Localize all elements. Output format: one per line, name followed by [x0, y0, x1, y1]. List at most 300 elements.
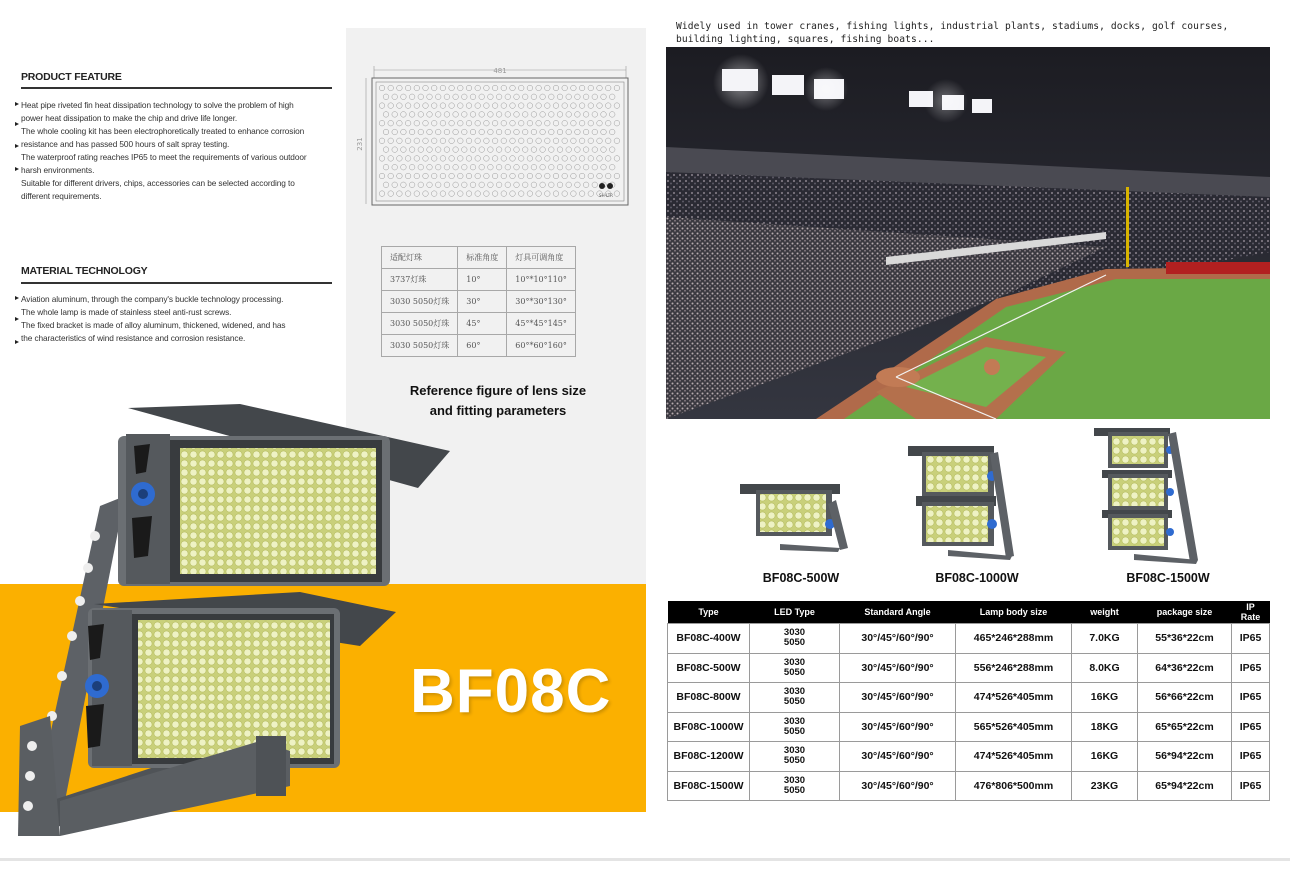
- lens-dot: [496, 129, 502, 135]
- spec-cell-type: BF08C-1200W: [668, 742, 750, 772]
- lens-dot: [527, 103, 533, 109]
- lens-dot: [397, 120, 403, 126]
- lens-dot: [458, 138, 464, 144]
- lens-dot: [597, 138, 603, 144]
- lens-dot: [475, 173, 481, 179]
- lens-dot: [388, 103, 394, 109]
- lens-dot: [553, 156, 559, 162]
- lens-table-cell: 3030 5050灯珠: [382, 291, 458, 313]
- lens-dot: [510, 173, 516, 179]
- lens-dot: [510, 120, 516, 126]
- lens-dot: [579, 103, 585, 109]
- lens-dot: [484, 138, 490, 144]
- lens-dot: [488, 147, 494, 153]
- lens-dot: [479, 112, 485, 118]
- lens-dot: [536, 173, 542, 179]
- lens-dot: [431, 120, 437, 126]
- connector-mark: [607, 183, 613, 189]
- lens-dot: [583, 182, 589, 188]
- lens-dot: [462, 147, 468, 153]
- lens-dot: [496, 94, 502, 100]
- lens-dot: [409, 94, 415, 100]
- lens-dot: [536, 191, 542, 197]
- lens-dot: [405, 103, 411, 109]
- lens-dot: [444, 182, 450, 188]
- lens-dot: [470, 164, 476, 170]
- lens-dot: [458, 156, 464, 162]
- lens-dot: [444, 147, 450, 153]
- lens-dot: [601, 112, 607, 118]
- lens-dot: [492, 191, 498, 197]
- lens-dot: [414, 103, 420, 109]
- lens-dot: [501, 103, 507, 109]
- spec-cell-ip: IP65: [1232, 683, 1270, 713]
- spec-cell-weight: 23KG: [1072, 771, 1138, 801]
- lens-dot: [571, 120, 577, 126]
- lens-dot: [470, 94, 476, 100]
- lens-dot: [440, 103, 446, 109]
- lens-dot: [501, 138, 507, 144]
- lens-dot: [435, 164, 441, 170]
- lens-dot: [601, 164, 607, 170]
- lens-dot: [405, 173, 411, 179]
- lens-dot: [553, 120, 559, 126]
- lens-dot: [566, 164, 572, 170]
- feature-line: harsh environments.: [21, 165, 95, 175]
- lens-dot: [409, 147, 415, 153]
- lens-table-cell: 3030 5050灯珠: [382, 313, 458, 335]
- lens-dot: [518, 120, 524, 126]
- intro-line: building lighting, squares, fishing boats...: [676, 34, 935, 45]
- spec-cell-led: [750, 683, 840, 713]
- lens-dot: [383, 112, 389, 118]
- led-type-a: 3030: [783, 627, 806, 639]
- spec-table-row: [668, 771, 1270, 801]
- lens-dot: [397, 173, 403, 179]
- lens-dot: [431, 191, 437, 197]
- lens-dot: [562, 173, 568, 179]
- lens-dot: [571, 138, 577, 144]
- lens-dot: [522, 129, 528, 135]
- spec-cell-ip: IP65: [1232, 771, 1270, 801]
- lens-dot: [379, 85, 385, 91]
- lens-dot: [592, 129, 598, 135]
- lens-dot: [562, 85, 568, 91]
- product-feature-rule: [21, 87, 332, 89]
- lens-table-cell: 3030 5050灯珠: [382, 335, 458, 357]
- lens-dot: [549, 94, 555, 100]
- spec-cell-angle: 30°/45°/60°/90°: [840, 712, 956, 742]
- lens-dot: [440, 85, 446, 91]
- spec-cell-ip: IP65: [1232, 624, 1270, 654]
- lens-dot: [435, 147, 441, 153]
- lens-dot: [462, 129, 468, 135]
- lens-dot: [518, 191, 524, 197]
- lens-dot: [397, 191, 403, 197]
- lens-dot: [518, 103, 524, 109]
- lens-dot: [501, 173, 507, 179]
- lens-dot: [557, 94, 563, 100]
- lens-dot: [553, 85, 559, 91]
- lens-dot: [427, 112, 433, 118]
- lens-dot: [527, 173, 533, 179]
- lens-dot: [427, 94, 433, 100]
- lens-dot: [388, 191, 394, 197]
- lens-dot: [575, 129, 581, 135]
- lens-dot: [470, 147, 476, 153]
- lens-dot: [484, 191, 490, 197]
- bullet-icon: [15, 317, 19, 321]
- lens-dot: [379, 191, 385, 197]
- spec-cell-package: 55*36*22cm: [1138, 624, 1232, 654]
- lens-dot: [444, 94, 450, 100]
- bullet-icon: [15, 340, 19, 344]
- lens-dot: [496, 164, 502, 170]
- lens-dot: [579, 85, 585, 91]
- led-type-b: 5050: [783, 666, 806, 678]
- spec-cell-size: 565*526*405mm: [956, 712, 1072, 742]
- material-line: the characteristics of wind resistance and corrosion resistance.: [21, 333, 246, 343]
- lens-dot: [505, 112, 511, 118]
- bullet-icon: [15, 144, 19, 148]
- feature-line: power heat dissipation to make the chip and drive life longer.: [21, 113, 238, 123]
- lens-dot: [597, 156, 603, 162]
- spec-table-row: [668, 624, 1270, 654]
- led-type-b: 5050: [783, 784, 806, 796]
- reference-caption-line: Reference figure of lens size: [409, 383, 587, 398]
- lens-dot: [466, 156, 472, 162]
- bullet-icon: [15, 167, 19, 171]
- feature-line: Suitable for different drivers, chips, accessories can be selected according to: [21, 178, 295, 188]
- lens-dot: [597, 120, 603, 126]
- feature-line: resistance and has passed 500 hours of salt spray testing.: [21, 139, 230, 149]
- spec-table-row: [668, 653, 1270, 683]
- lens-dot: [579, 156, 585, 162]
- lens-dot: [405, 138, 411, 144]
- lens-dot: [518, 156, 524, 162]
- lens-dot: [383, 164, 389, 170]
- spec-cell-type: BF08C-1000W: [668, 712, 750, 742]
- lens-dot: [379, 120, 385, 126]
- lens-dot: [553, 103, 559, 109]
- spec-header-cell: Type: [668, 601, 750, 624]
- lens-dot: [571, 173, 577, 179]
- lens-dot: [427, 129, 433, 135]
- lens-dot: [414, 120, 420, 126]
- product-model-title: BF08C: [410, 657, 612, 726]
- lens-dot: [514, 112, 520, 118]
- lens-dot: [545, 156, 551, 162]
- lens-dot: [379, 138, 385, 144]
- lens-dot: [522, 182, 528, 188]
- lens-dot: [575, 94, 581, 100]
- lens-dot: [527, 85, 533, 91]
- floodlight-product-image: [0, 396, 460, 846]
- lens-dot: [475, 120, 481, 126]
- lens-dot: [609, 164, 615, 170]
- lens-dot: [449, 191, 455, 197]
- spec-cell-angle: 30°/45°/60°/90°: [840, 624, 956, 654]
- intro-line: Widely used in tower cranes, fishing lights, industrial plants, stadiums, docks, golf courses,: [676, 21, 1229, 32]
- spec-cell-angle: 30°/45°/60°/90°: [840, 683, 956, 713]
- lens-dot: [388, 138, 394, 144]
- lens-dot: [536, 156, 542, 162]
- lens-dot: [531, 129, 537, 135]
- lens-dot: [579, 120, 585, 126]
- lens-dot: [540, 129, 546, 135]
- spec-cell-type: BF08C-800W: [668, 683, 750, 713]
- lens-dot: [484, 120, 490, 126]
- lens-dot: [531, 164, 537, 170]
- lens-dot: [557, 129, 563, 135]
- lens-dot: [453, 147, 459, 153]
- lens-dot: [562, 156, 568, 162]
- lens-dot: [462, 182, 468, 188]
- model-label: BF08C-500W: [762, 571, 840, 585]
- lens-dot: [588, 156, 594, 162]
- lens-table-cell: 45°: [458, 313, 507, 335]
- lens-dot: [458, 120, 464, 126]
- lens-dot: [427, 182, 433, 188]
- material-technology-list: [15, 293, 335, 345]
- lens-dot: [536, 120, 542, 126]
- lens-dot: [566, 94, 572, 100]
- lens-dot: [579, 138, 585, 144]
- lens-dot: [549, 112, 555, 118]
- material-technology-title: MATERIAL TECHNOLOGY: [21, 265, 148, 277]
- lens-dot: [388, 173, 394, 179]
- spec-cell-led: [750, 742, 840, 772]
- lens-dot: [505, 94, 511, 100]
- spec-cell-weight: 8.0KG: [1072, 653, 1138, 683]
- spec-cell-ip: IP65: [1232, 653, 1270, 683]
- lens-table-row: [382, 291, 576, 313]
- lens-dot: [566, 112, 572, 118]
- feature-line: The waterproof rating reaches IP65 to meet the requirements of various outdoor: [21, 152, 307, 162]
- lens-dot: [505, 164, 511, 170]
- lens-dot: [414, 173, 420, 179]
- model-label: BF08C-1500W: [1126, 571, 1210, 585]
- lens-dot: [449, 85, 455, 91]
- lens-dot: [479, 129, 485, 135]
- lens-dot: [505, 182, 511, 188]
- lens-dot: [496, 147, 502, 153]
- model-thumbnail-1500w: [1094, 428, 1204, 568]
- lens-dot: [510, 138, 516, 144]
- lens-dot: [501, 156, 507, 162]
- lens-dot: [458, 191, 464, 197]
- lens-dot: [545, 120, 551, 126]
- lens-table-cell: 60°*60°160°: [507, 335, 576, 357]
- lens-dot: [401, 147, 407, 153]
- lens-table-header-cell: 适配灯珠: [382, 247, 458, 269]
- lens-dot: [458, 85, 464, 91]
- lens-dot: [562, 120, 568, 126]
- lens-dot: [449, 120, 455, 126]
- lens-dot: [397, 156, 403, 162]
- lens-dot: [453, 182, 459, 188]
- lens-dot: [545, 138, 551, 144]
- lens-dot: [453, 164, 459, 170]
- lens-dot: [545, 191, 551, 197]
- lens-dot: [427, 164, 433, 170]
- lens-dot: [605, 85, 611, 91]
- lens-dot: [527, 156, 533, 162]
- lens-dot: [540, 94, 546, 100]
- spec-cell-weight: 18KG: [1072, 712, 1138, 742]
- lens-dot: [401, 129, 407, 135]
- lens-dot: [488, 94, 494, 100]
- lens-dot: [488, 164, 494, 170]
- lens-dot: [388, 156, 394, 162]
- lens-dot: [592, 112, 598, 118]
- lens-dot: [614, 191, 620, 197]
- material-line: Aviation aluminum, through the company's buckle technology processing.: [21, 294, 284, 304]
- lens-dot: [484, 103, 490, 109]
- lens-dot: [392, 147, 398, 153]
- lens-dot: [514, 147, 520, 153]
- lens-dot: [562, 191, 568, 197]
- lens-dot: [449, 103, 455, 109]
- lens-dot: [505, 147, 511, 153]
- lens-dot: [571, 85, 577, 91]
- lens-dot: [397, 85, 403, 91]
- lens-dot: [488, 182, 494, 188]
- lens-dot: [423, 191, 429, 197]
- lens-dot: [557, 112, 563, 118]
- spec-cell-led: [750, 771, 840, 801]
- lens-dot: [444, 164, 450, 170]
- spec-cell-led: [750, 624, 840, 654]
- lens-dot: [475, 138, 481, 144]
- product-feature-list: [15, 99, 335, 203]
- spec-cell-angle: 30°/45°/60°/90°: [840, 653, 956, 683]
- lens-dot: [405, 191, 411, 197]
- lens-dot: [553, 191, 559, 197]
- lens-dot: [388, 85, 394, 91]
- lens-dot: [414, 156, 420, 162]
- lens-dot: [479, 94, 485, 100]
- lens-dot: [409, 129, 415, 135]
- lens-dot: [440, 173, 446, 179]
- lens-table-header-cell: 灯具可调角度: [507, 247, 576, 269]
- lens-dot: [466, 120, 472, 126]
- lens-dot: [605, 156, 611, 162]
- lens-dot: [435, 94, 441, 100]
- lens-dot: [592, 147, 598, 153]
- lens-dot: [423, 120, 429, 126]
- specification-table: [667, 601, 1270, 801]
- lens-table-row: [382, 313, 576, 335]
- lens-dot: [549, 147, 555, 153]
- lens-dot: [583, 94, 589, 100]
- spec-cell-weight: 16KG: [1072, 742, 1138, 772]
- lens-dot: [492, 173, 498, 179]
- lens-dot: [614, 156, 620, 162]
- lens-dot: [614, 85, 620, 91]
- lens-dot: [575, 164, 581, 170]
- lens-dot: [540, 147, 546, 153]
- lens-technical-drawing: [356, 64, 632, 212]
- lens-dot: [583, 129, 589, 135]
- lens-table-cell: 30°: [458, 291, 507, 313]
- lens-dot: [597, 85, 603, 91]
- lens-dot: [379, 156, 385, 162]
- lens-dot: [479, 182, 485, 188]
- spec-header-cell: LED Type: [750, 601, 840, 624]
- lens-dot: [510, 191, 516, 197]
- spec-cell-package: 56*66*22cm: [1138, 683, 1232, 713]
- lens-dot: [588, 138, 594, 144]
- lens-dot: [401, 164, 407, 170]
- lens-dot: [557, 164, 563, 170]
- lens-dot: [414, 138, 420, 144]
- lens-dot: [392, 164, 398, 170]
- led-type-b: 5050: [783, 725, 806, 737]
- lens-dot: [614, 173, 620, 179]
- lens-dot: [397, 138, 403, 144]
- model-thumbnail-500w: [740, 484, 850, 554]
- lens-table-cell: 10°*10°110°: [507, 269, 576, 291]
- led-type-b: 5050: [783, 637, 806, 649]
- lens-dot: [597, 103, 603, 109]
- lens-dot: [435, 182, 441, 188]
- lens-dot: [545, 103, 551, 109]
- lens-dot: [466, 138, 472, 144]
- lens-dot: [496, 182, 502, 188]
- lens-dot: [392, 112, 398, 118]
- lens-dot: [475, 191, 481, 197]
- bullet-icon: [15, 296, 19, 300]
- lens-table-row: [382, 335, 576, 357]
- lens-dot: [510, 85, 516, 91]
- spec-cell-size: 556*246*288mm: [956, 653, 1072, 683]
- lens-dot: [401, 94, 407, 100]
- lens-dot: [614, 120, 620, 126]
- lens-dot: [553, 173, 559, 179]
- lens-dot: [545, 85, 551, 91]
- lens-dot: [575, 147, 581, 153]
- spec-cell-size: 476*806*500mm: [956, 771, 1072, 801]
- lens-dot: [592, 164, 598, 170]
- lens-dot: [440, 138, 446, 144]
- lens-dot: [418, 129, 424, 135]
- lens-dot: [431, 156, 437, 162]
- lens-dot: [531, 182, 537, 188]
- lens-dot: [409, 182, 415, 188]
- lens-table-header: [382, 247, 576, 269]
- lens-dot: [418, 112, 424, 118]
- lens-dot: [562, 138, 568, 144]
- lens-dot: [462, 94, 468, 100]
- model-label: BF08C-1000W: [935, 571, 1019, 585]
- lens-dot: [488, 112, 494, 118]
- lens-dot: [449, 138, 455, 144]
- material-line: The fixed bracket is made of alloy aluminum, thickened, widened, and has: [21, 320, 286, 330]
- lens-dot: [444, 112, 450, 118]
- lens-dot: [475, 103, 481, 109]
- lens-dot: [409, 112, 415, 118]
- lens-dot: [409, 164, 415, 170]
- lens-dot: [383, 147, 389, 153]
- lens-dot: [466, 85, 472, 91]
- lens-dot: [423, 173, 429, 179]
- spec-cell-angle: 30°/45°/60°/90°: [840, 771, 956, 801]
- lens-dot: [588, 120, 594, 126]
- lens-dot: [440, 120, 446, 126]
- lens-dot: [435, 129, 441, 135]
- feature-line: different requirements.: [21, 191, 102, 201]
